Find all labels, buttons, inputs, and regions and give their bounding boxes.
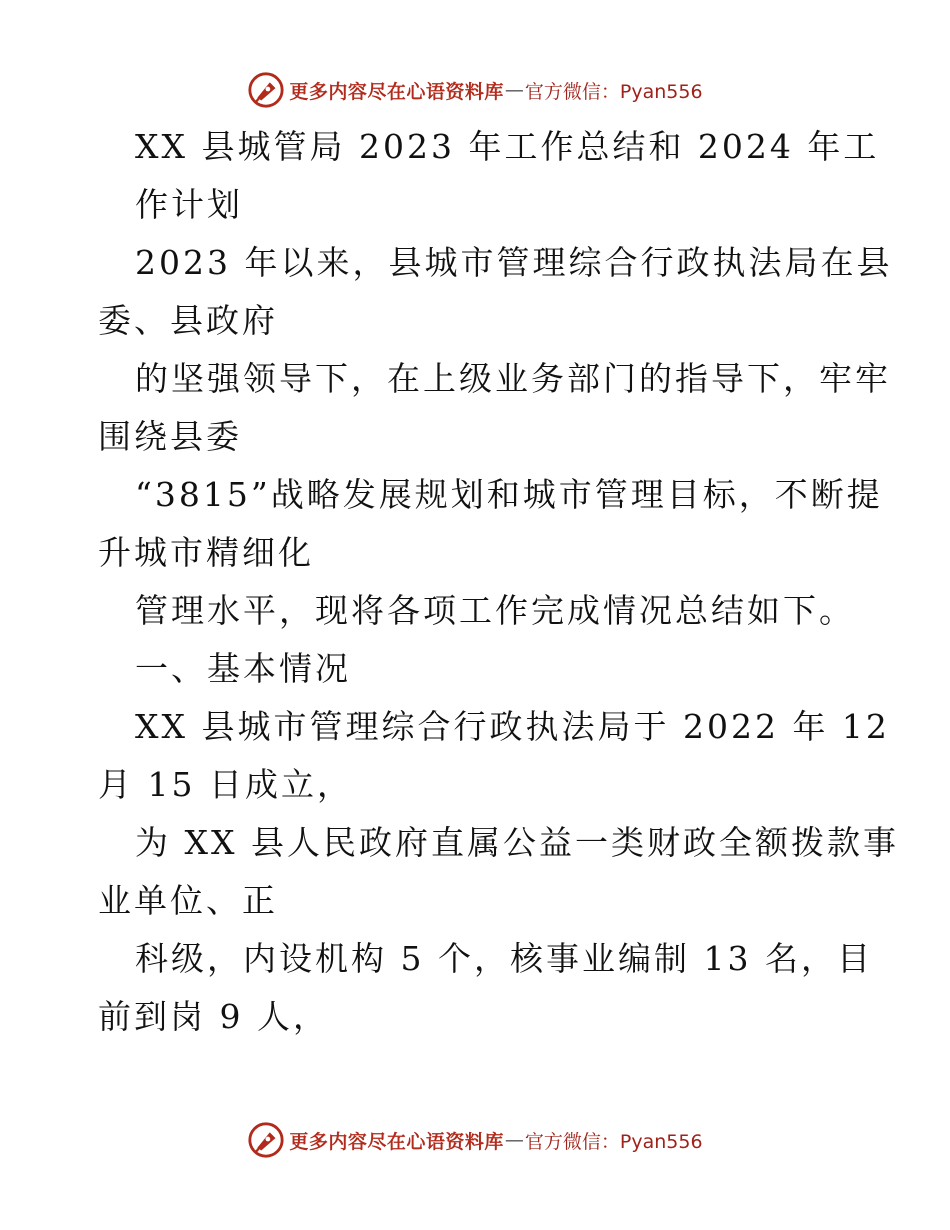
watermark-wechat-text: 官方微信：Pyan556 xyxy=(524,80,703,103)
paragraph-line: 月 15 日成立， xyxy=(98,765,353,804)
paragraph-line: 为 XX 县人民政府直属公益一类财政全额拨款事 xyxy=(135,823,899,862)
watermark-separator: — xyxy=(504,79,524,101)
paragraph-line: 委、县政府 xyxy=(98,301,278,340)
paragraph-line: “3815”战略发展规划和城市管理目标，不断提 xyxy=(135,475,883,514)
document-title-line-2: 作计划 xyxy=(135,185,243,224)
paragraph-line: 围绕县委 xyxy=(98,417,242,456)
paragraph-line: 管理水平，现将各项工作完成情况总结如下。 xyxy=(135,591,855,630)
watermark-banner-top xyxy=(0,68,950,112)
paragraph-line: 业单位、正 xyxy=(98,881,278,920)
watermark-separator: — xyxy=(504,1129,524,1151)
paragraph-line: XX 县城市管理综合行政执法局于 2022 年 12 xyxy=(135,707,890,746)
watermark-site-text: 更多内容尽在心语资料库 xyxy=(289,1130,504,1153)
paragraph-line: 前到岗 9 人， xyxy=(98,997,329,1036)
paragraph-line: 升城市精细化 xyxy=(98,533,314,572)
paragraph-line: 2023 年以来，县城市管理综合行政执法局在县 xyxy=(135,243,893,282)
section-heading: 一、基本情况 xyxy=(135,649,351,688)
paragraph-line: 的坚强领导下，在上级业务部门的指导下，牢牢 xyxy=(135,359,891,398)
watermark-site-text: 更多内容尽在心语资料库 xyxy=(289,80,504,103)
watermark-banner-bottom xyxy=(0,1118,950,1162)
watermark-wechat-text: 官方微信：Pyan556 xyxy=(524,1130,703,1153)
fountain-pen-nib-icon xyxy=(247,71,285,109)
fountain-pen-nib-icon xyxy=(247,1121,285,1159)
paragraph-line: 科级，内设机构 5 个，核事业编制 13 名，目 xyxy=(135,939,873,978)
document-title-line-1: XX 县城管局 2023 年工作总结和 2024 年工 xyxy=(135,127,880,166)
